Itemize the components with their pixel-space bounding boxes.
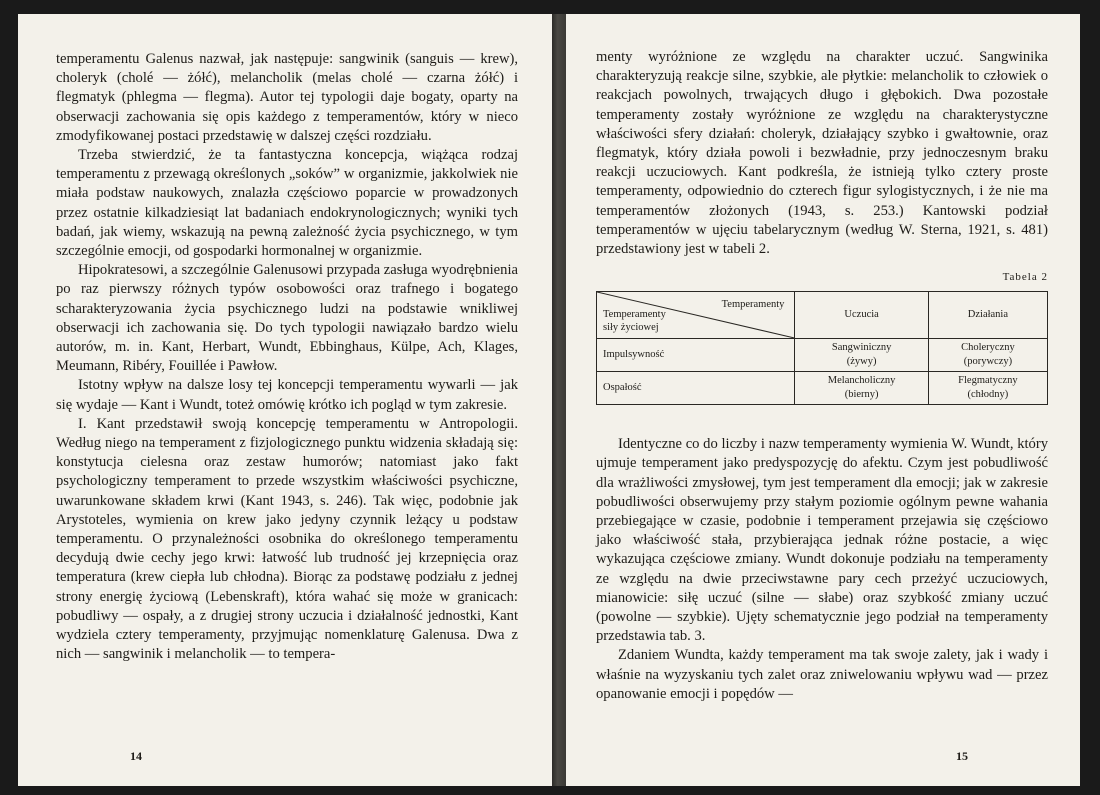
table-header-row bbox=[597, 292, 1048, 339]
paragraph: Identyczne co do liczby i nazw temperamenty wymienia W. Wundt, który ujmuje temperament jako predyspozycję do afektu. Czym jest pobudliwość dla wrażliwości zmysłowej, tym jest temperament dla emocji; jak w zakresie pobudliwości obserwujemy przy stałym poziomie ogólnym pewne wahania przebiegające w czasie, podobnie i temperament przejawia się częściowo jako właściwość stała, przybierająca jednak różne postacie, a więc wykazująca częściowe zmiany. Wundt dokonuje podziału na temperamenty ze względu na dwie przeciwstawne pary cech przeżyć uczuciowych, mianowicie: siłę uczuć (silne — słabe) oraz szybkość zmiany uczuć (powolne — szybkie). Ujęty schematycznie jego podział na temperamenty przedstawia tab. 3. bbox=[596, 436, 1048, 645]
paragraph: Istotny wpływ na dalsze losy tej koncepcji temperamentu wywarli — jak się wydaje — Kant i Wundt, toteż omówię krótko ich pogląd w tym zakresie. bbox=[56, 377, 518, 413]
paragraph: I. Kant przedstawił swoją koncepcję temperamentu w Antropologii. Według niego na temperament z fizjologicznego punktu widzenia składają się: konstytucja cielesna oraz zestaw humorów; natomiast jako fakt psychologiczny temperament to przede wszystkim właściwości psychiczne, uwarunkowane składem krwi (Kant 1943, s. 246). Tak więc, podobnie jak Arystoteles, wymienia on krew jako jedyny czynnik leżący u podstaw temperamentu. O przynależności osobnika do określonego temperamentu decydują dwie cechy jego krwi: łatwość lub trudność jej krzepnięcia oraz temperatura (krew ciepła lub chłodna). Biorąc za podstawę podziału z jednej strony energię życiową (Lebenskraft), która wahać się może w granicach: pobudliwy — ospały, a z drugiej strony uczucia i działalność jednostki, Kant wydziela cztery temperamenty, przyjmując nomenklaturę Galenusa. Dwa z nich — sangwinik i melancholik — to tempera- bbox=[56, 415, 518, 663]
table-corner-cell bbox=[597, 292, 795, 339]
paragraph: Zdaniem Wundta, każdy temperament ma tak swoje zalety, jak i wady i właśnie na wyzyskaniu tych zalet oraz zniwelowaniu wpływu wad — przez opanowanie emocji i popędów — bbox=[596, 647, 1048, 702]
corner-top-label: Temperamenty bbox=[721, 299, 785, 311]
paragraph: menty wyróżnione ze względu na charakter uczuć. Sangwinika charakteryzują reakcje silne, szybkie, ale płytkie: melancholik to człowiek o reakcjach powolnych, trwających długo i głębokich. Dwa pozostałe temperamenty zostały wyróżnione ze względu na charakterystyczne właściwości sfery działań: choleryk, działający szybko i gwałtownie, oraz flegmatyk, który działa powoli i bezwładnie, przy jednoczesnym braku reakcji uczuciowych. Kant podkreśla, że istnieją tylko cztery proste temperamenty, odpowiednio do czterech figur sylogistycznych, i że nie ma temperamentów złożonych (1943, s. 253.) Kantowski podział temperamentów w ujęciu tabelarycznym (według W. Sterna, 1921, s. 481) przedstawiony jest w tabeli 2. bbox=[596, 49, 1048, 258]
page-number: 15 bbox=[956, 749, 968, 763]
corner-bottom-label: Temperamenty siły życiowej bbox=[603, 309, 666, 334]
row-header: Impulsywność bbox=[597, 339, 795, 372]
temperament-table bbox=[596, 291, 1048, 405]
right-page-text bbox=[596, 48, 1048, 704]
table-label: Tabela 2 bbox=[1002, 271, 1048, 284]
paragraph: Hipokratesowi, a szczególnie Galenusowi przypada zasługa wyodrębnienia po raz pierwszy różnych typów osobowości oraz trafnego i bogatego scharakteryzowania życia psychicznego ludzi na podstawie wnikliwej obserwacji ich zachowania się. Do tych typologii nawiązało bardzo wielu autorów, m. in. Kant, Herbart, Wundt, Ebbinghaus, Külpe, Ach, Klages, Meumann, Ribéry, Fouillée i Pawłow. bbox=[56, 262, 518, 375]
table-row bbox=[597, 372, 1048, 405]
left-page-text bbox=[56, 50, 518, 665]
table-row bbox=[597, 339, 1048, 372]
column-header: Uczucia bbox=[795, 292, 928, 339]
table-cell: Choleryczny (porywczy) bbox=[928, 339, 1047, 372]
paragraph: Trzeba stwierdzić, że ta fantastyczna koncepcja, wiążąca rodzaj temperamentu z przewagą określonych „soków” w organizmie, jakkolwiek nie miała podstaw naukowych, znalazła częściowo poparcie w prowadzonych przez ostatnie kilkadziesiąt lat badaniach endokrynologicznych; wyniki tych badań, jak wiemy, wskazują na pewną zależność życia psychicznego, w tym szczególnie emocji, od gospodarki hormonalnej w organizmie. bbox=[56, 147, 518, 260]
column-header: Działania bbox=[928, 292, 1047, 339]
row-header: Ospałość bbox=[597, 372, 795, 405]
book-gutter bbox=[552, 14, 566, 786]
table-cell: Flegmatyczny (chłodny) bbox=[928, 372, 1047, 405]
right-page bbox=[566, 14, 1080, 786]
page-number: 14 bbox=[130, 749, 142, 763]
table-cell: Melancholiczny (bierny) bbox=[795, 372, 928, 405]
table-cell: Sangwiniczny (żywy) bbox=[795, 339, 928, 372]
paragraph: temperamentu Galenus nazwał, jak następuje: sangwinik (sanguis — krew), choleryk (cholé — żółć), melancholik (melas cholé — czarna żółć) i flegmatyk (phlegma — flegma). Autor tej typologii daje bogaty, oparty na obserwacji zachowania się opis każdego z temperamentów, który w nieco zmodyfikowanej postaci przedstawię w dalszej części rozdziału. bbox=[56, 51, 518, 144]
left-page bbox=[18, 14, 552, 786]
